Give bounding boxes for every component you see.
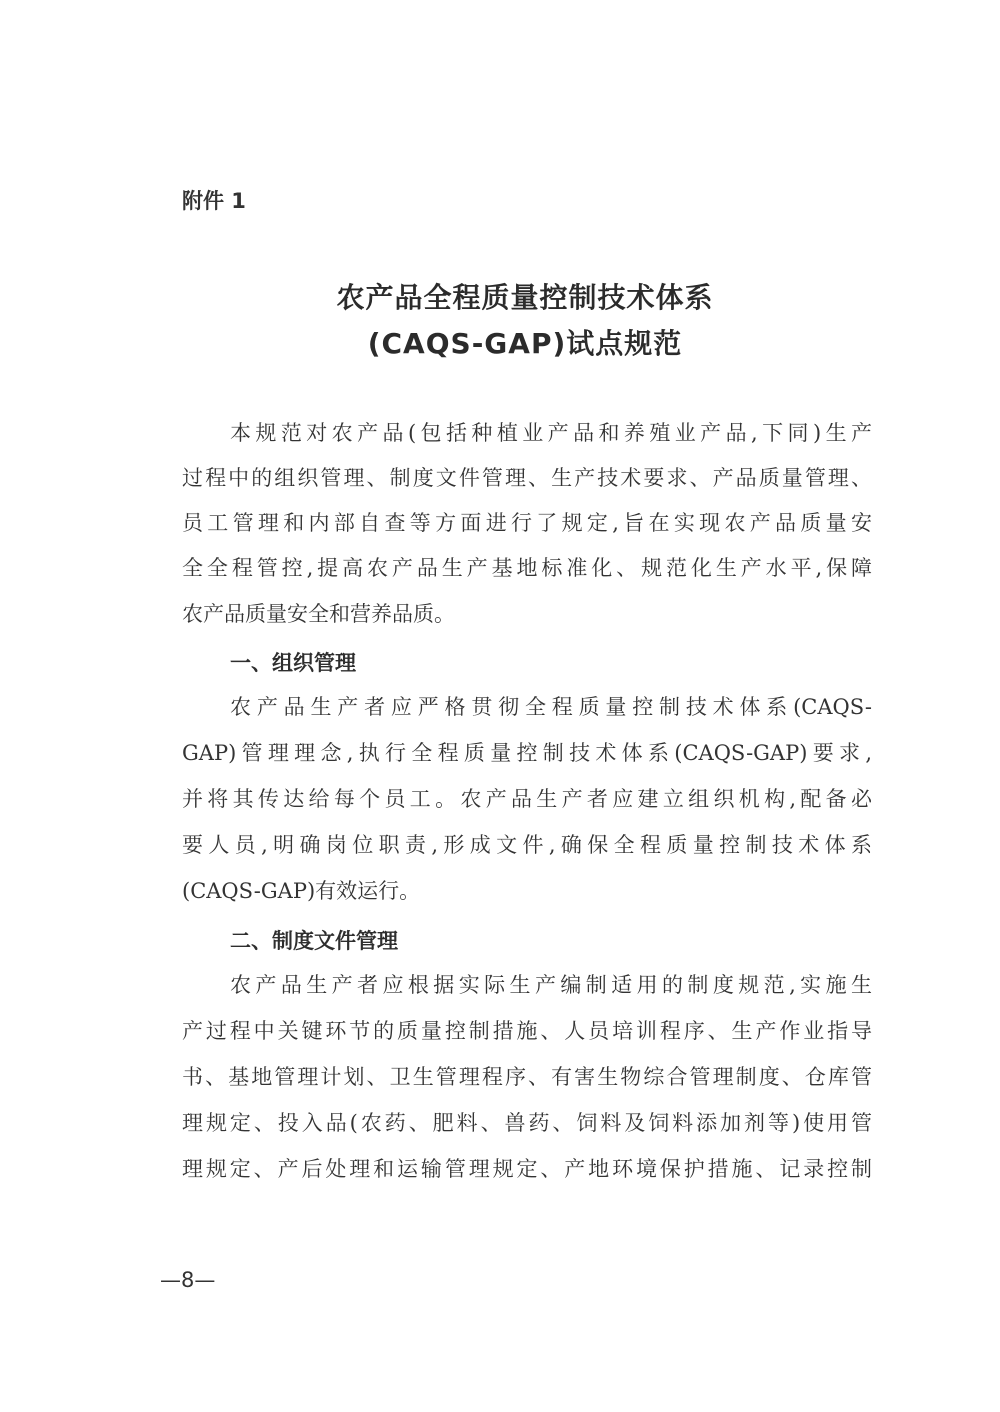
page-number: —8—	[160, 1268, 216, 1292]
section2-line: 书、基地管理计划、卫生管理程序、有害生物综合管理制度、仓库管	[182, 1065, 872, 1089]
section1-line: 要人员,明确岗位职责,形成文件,确保全程质量控制技术体系	[182, 833, 872, 857]
intro-line: 本规范对农产品(包括种植业产品和养殖业产品,下同)生产	[230, 421, 872, 445]
section2-line: 产过程中关键环节的质量控制措施、人员培训程序、生产作业指导	[182, 1019, 872, 1043]
document-title-line-1: 农产品全程质量控制技术体系	[336, 281, 714, 314]
section-heading-organization: 一、组织管理	[230, 651, 356, 675]
section2-line: 理规定、投入品(农药、肥料、兽药、饲料及饲料添加剂等)使用管	[182, 1111, 872, 1135]
section1-line: 并将其传达给每个员工。农产品生产者应建立组织机构,配备必	[182, 787, 872, 811]
section1-line: (CAQS-GAP)有效运行。	[182, 879, 421, 903]
section2-line: 理规定、产后处理和运输管理规定、产地环境保护措施、记录控制	[182, 1157, 872, 1181]
section-heading-documents: 二、制度文件管理	[230, 929, 398, 953]
intro-line: 全全程管控,提高农产品生产基地标准化、规范化生产水平,保障	[182, 556, 872, 580]
document-title-line-2: (CAQS-GAP)试点规范	[367, 327, 683, 360]
intro-line: 农产品质量安全和营养品质。	[182, 602, 455, 626]
section1-line: 农产品生产者应严格贯彻全程质量控制技术体系(CAQS-	[230, 695, 872, 719]
intro-line: 员工管理和内部自查等方面进行了规定,旨在实现农产品质量安	[182, 511, 872, 535]
section2-line: 农产品生产者应根据实际生产编制适用的制度规范,实施生	[230, 973, 872, 997]
intro-line: 过程中的组织管理、制度文件管理、生产技术要求、产品质量管理、	[182, 466, 872, 490]
attachment-label: 附件 1	[182, 189, 246, 213]
section1-line: GAP)管理理念,执行全程质量控制技术体系(CAQS-GAP)要求,	[182, 741, 872, 765]
